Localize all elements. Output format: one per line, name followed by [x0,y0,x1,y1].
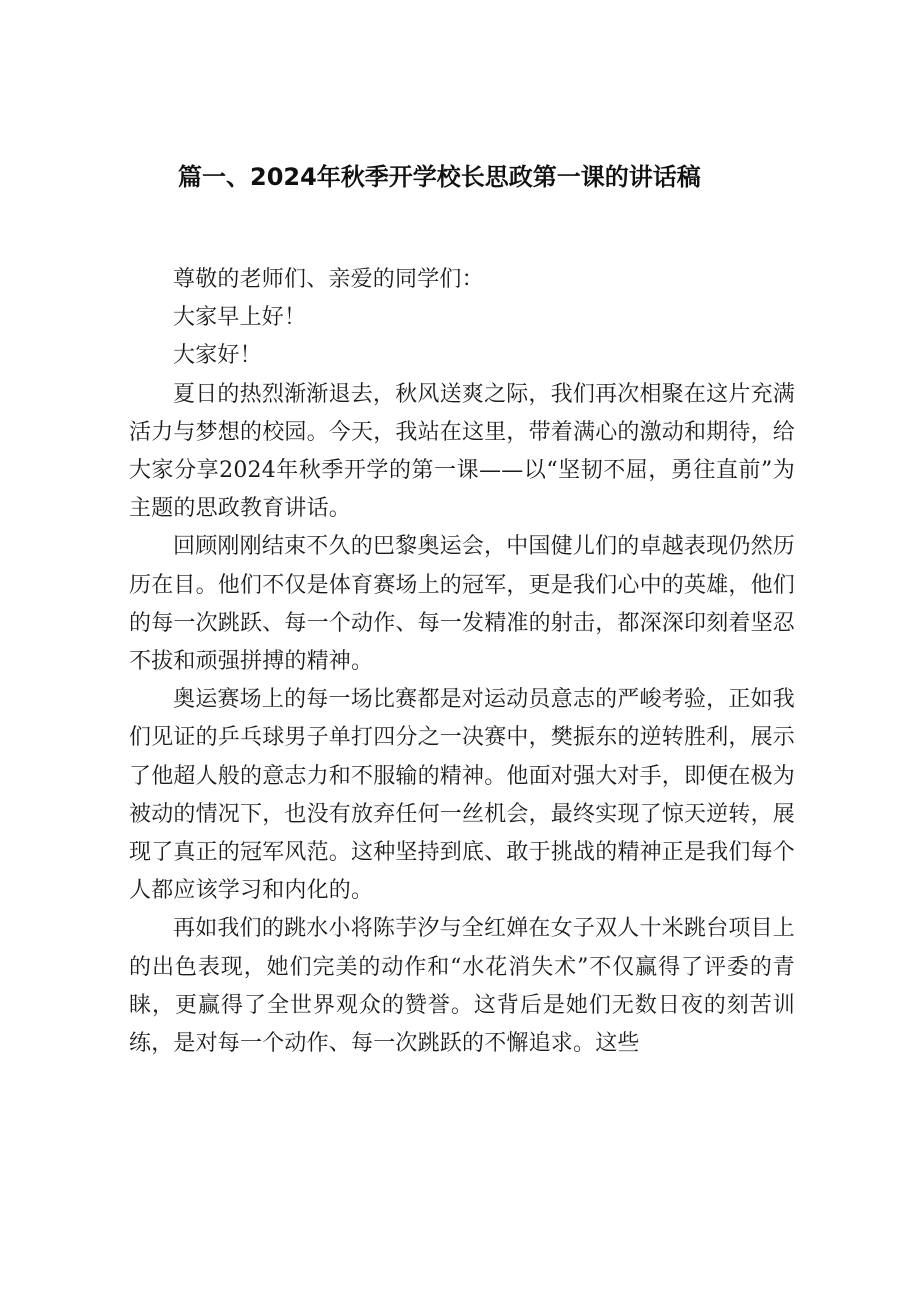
body-paragraph: 奥运赛场上的每一场比赛都是对运动员意志的严峻考验，正如我们见证的乒乓球男子单打四分之一决赛中，樊振东的逆转胜利，展示了他超人般的意志力和不服输的精神。他面对强大对手，即便在极为被动的情况下，也没有放弃任何一丝机会，最终实现了惊天逆转，展现了真正的冠军风范。这种坚持到底、敢于挑战的精神正是我们每个人都应该学习和内化的。 [129,687,796,904]
document-body [129,261,795,1063]
document-title: 篇一、2024年秋季开学校长思政第一课的讲话稿 [178,163,701,191]
greeting-hello-paragraph: 大家好！ [173,343,262,369]
body-paragraph: 夏日的热烈渐渐退去，秋风送爽之际，我们再次相聚在这片充满活力与梦想的校园。今天，我站在这里，带着满心的激动和期待，给大家分享2024年秋季开学的第一课——以“坚韧不屈，勇往直前”为主题的思政教育讲话。 [129,381,796,522]
body-paragraph: 再如我们的跳水小将陈芋汐与全红婵在女子双人十米跳台项目上的出色表现，她们完美的动作和“水花消失术”不仅赢得了评委的青睐，更赢得了全世界观众的赞誉。这背后是她们无数日夜的刻苦训练，是对每一个动作、每一次跳跃的不懈追求。这些 [129,916,795,1057]
greeting-morning-paragraph: 大家早上好！ [173,305,307,331]
body-paragraph: 回顾刚刚结束不久的巴黎奥运会，中国健儿们的卓越表现仍然历历在目。他们不仅是体育赛场上的冠军，更是我们心中的英雄，他们的每一次跳跃、每一个动作、每一发精准的射击，都深深印刻着坚忍不拔和顽强拼搏的精神。 [129,534,796,675]
greeting-paragraph: 尊敬的老师们、亲爱的同学们： [173,267,484,292]
